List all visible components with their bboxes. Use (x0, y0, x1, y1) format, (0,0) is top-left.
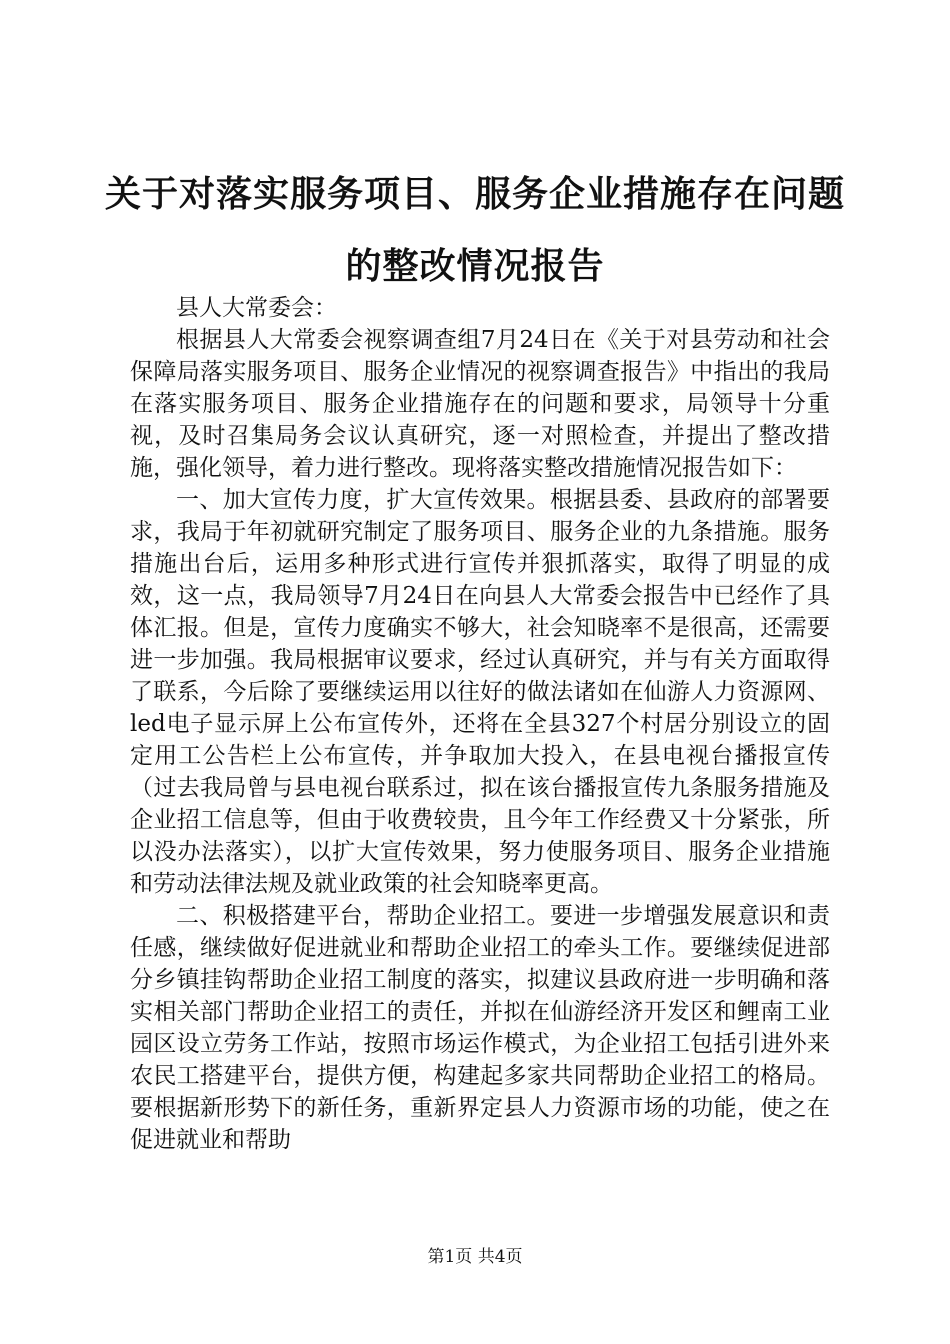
paragraph-intro: 根据县人大常委会视察调查组7月24日在《关于对县劳动和社会保障局落实服务项目、服务企业情况的视察调查报告》中指出的我局在落实服务项目、服务企业措施存在的问题和要求，局领导十分重视，及时召集局务会议认真研究，逐一对照检查，并提出了整改措施，强化领导，着力进行整改。现将落实整改措施情况报告如下： (130, 327, 830, 481)
page-number-footer: 第1页 共4页 (427, 1247, 523, 1267)
document-title (100, 158, 850, 302)
document-body (130, 292, 830, 1156)
title-line-1: 关于对落实服务项目、服务企业措施存在问题 (104, 173, 845, 215)
paragraph-section-1: 一、加大宣传力度，扩大宣传效果。根据县委、县政府的部署要求，我局于年初就研究制定了服务项目、服务企业的九条措施。服务措施出台后，运用多种形式进行宣传并狠抓落实，取得了明显的成效，这一点，我局领导7月24日在向县人大常委会报告中已经作了具体汇报。但是，宣传力度确实不够大，社会知晓率不是很高，还需要进一步加强。我局根据审议要求，经过认真研究，并与有关方面取得了联系，今后除了要继续运用以往好的做法诸如在仙游人力资源网、led电子显示屏上公布宣传外，还将在全县327个村居分别设立的固定用工公告栏上公布宣传，并争取加大投入，在县电视台播报宣传（过去我局曾与县电视台联系过，拟在该台播报宣传九条服务措施及企业招工信息等，但由于收费较贵，且今年工作经费又十分紧张，所以没办法落实），以扩大宣传效果，努力使服务项目、服务企业措施和劳动法律法规及就业政策的社会知晓率更高。 (130, 487, 830, 897)
title-line-2: 的整改情况报告 (345, 245, 605, 287)
salutation: 县人大常委会： (176, 295, 337, 321)
paragraph-section-2: 二、积极搭建平台，帮助企业招工。要进一步增强发展意识和责任感，继续做好促进就业和帮助企业招工的牵头工作。要继续促进部分乡镇挂钩帮助企业招工制度的落实，拟建议县政府进一步明确和落实相关部门帮助企业招工的责任，并拟在仙游经济开发区和鲤南工业园区设立劳务工作站，按照市场运作模式，为企业招工包括引进外来农民工搭建平台，提供方便，构建起多家共同帮助企业招工的格局。要根据新形势下的新任务，重新界定县人力资源市场的功能，使之在促进就业和帮助 (130, 903, 830, 1153)
